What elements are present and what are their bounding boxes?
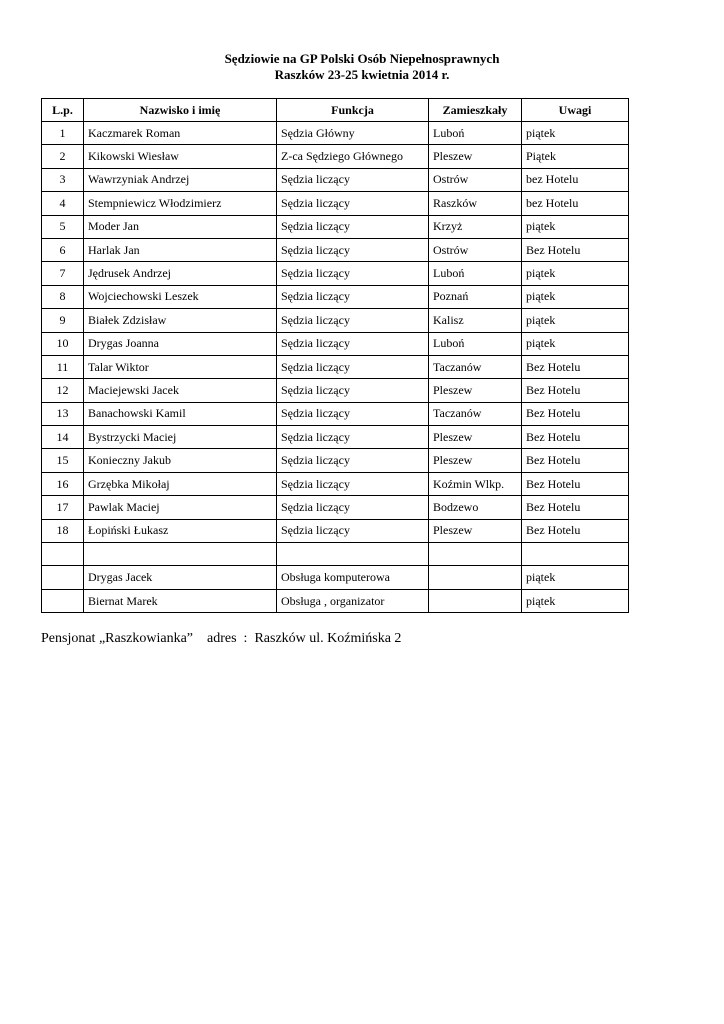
cell-function: Sędzia liczący <box>277 168 429 191</box>
cell-name: Banachowski Kamil <box>84 402 277 425</box>
table-row <box>42 285 629 308</box>
cell-lp: 10 <box>42 332 84 355</box>
cell-city <box>429 589 522 612</box>
cell-lp <box>42 543 84 566</box>
cell-function: Obsługa komputerowa <box>277 566 429 589</box>
cell-name: Maciejewski Jacek <box>84 379 277 402</box>
cell-lp <box>42 589 84 612</box>
cell-lp: 2 <box>42 145 84 168</box>
cell-lp <box>42 566 84 589</box>
cell-city: Taczanów <box>429 355 522 378</box>
cell-lp: 7 <box>42 262 84 285</box>
cell-function: Sędzia liczący <box>277 449 429 472</box>
cell-notes: bez Hotelu <box>522 192 629 215</box>
table-row <box>42 519 629 542</box>
table-row <box>42 589 629 612</box>
cell-function: Sędzia liczący <box>277 519 429 542</box>
cell-notes: piątek <box>522 215 629 238</box>
cell-notes: piątek <box>522 309 629 332</box>
cell-notes: piątek <box>522 332 629 355</box>
cell-lp: 11 <box>42 355 84 378</box>
table-row <box>42 145 629 168</box>
cell-name: Moder Jan <box>84 215 277 238</box>
table-row <box>42 566 629 589</box>
column-header-city: Zamieszkały <box>429 99 522 122</box>
cell-notes: piątek <box>522 566 629 589</box>
table-row <box>42 262 629 285</box>
cell-notes: piątek <box>522 262 629 285</box>
cell-name: Grzębka Mikołaj <box>84 472 277 495</box>
cell-name: Wawrzyniak Andrzej <box>84 168 277 191</box>
cell-name: Biernat Marek <box>84 589 277 612</box>
cell-notes <box>522 543 629 566</box>
cell-name: Drygas Jacek <box>84 566 277 589</box>
cell-city: Pleszew <box>429 426 522 449</box>
table-header-row <box>42 99 629 122</box>
cell-function: Sędzia liczący <box>277 192 429 215</box>
column-header-lp: L.p. <box>42 99 84 122</box>
cell-function: Sędzia liczący <box>277 215 429 238</box>
table-row <box>42 543 629 566</box>
cell-lp: 13 <box>42 402 84 425</box>
cell-notes: Bez Hotelu <box>522 426 629 449</box>
cell-function: Sędzia liczący <box>277 402 429 425</box>
cell-name: Kaczmarek Roman <box>84 122 277 145</box>
cell-name: Stempniewicz Włodzimierz <box>84 192 277 215</box>
cell-function: Sędzia liczący <box>277 309 429 332</box>
cell-name: Pawlak Maciej <box>84 496 277 519</box>
cell-lp: 14 <box>42 426 84 449</box>
cell-city: Krzyż <box>429 215 522 238</box>
cell-function: Sędzia Główny <box>277 122 429 145</box>
table-row <box>42 402 629 425</box>
cell-function: Sędzia liczący <box>277 496 429 519</box>
cell-notes: Bez Hotelu <box>522 519 629 542</box>
table-row <box>42 332 629 355</box>
cell-function: Sędzia liczący <box>277 332 429 355</box>
cell-notes: Bez Hotelu <box>522 402 629 425</box>
cell-notes: Bez Hotelu <box>522 472 629 495</box>
cell-function: Obsługa , organizator <box>277 589 429 612</box>
cell-lp: 8 <box>42 285 84 308</box>
table-row <box>42 449 629 472</box>
table-row <box>42 168 629 191</box>
cell-city: Bodzewo <box>429 496 522 519</box>
cell-notes: Bez Hotelu <box>522 355 629 378</box>
cell-city <box>429 543 522 566</box>
table-row <box>42 309 629 332</box>
table-row <box>42 355 629 378</box>
cell-city: Raszków <box>429 192 522 215</box>
cell-name: Białek Zdzisław <box>84 309 277 332</box>
cell-notes: Bez Hotelu <box>522 449 629 472</box>
cell-function <box>277 543 429 566</box>
table-row <box>42 496 629 519</box>
cell-name: Konieczny Jakub <box>84 449 277 472</box>
cell-function: Sędzia liczący <box>277 355 429 378</box>
cell-city: Taczanów <box>429 402 522 425</box>
table-row <box>42 238 629 261</box>
column-header-notes: Uwagi <box>522 99 629 122</box>
cell-city: Poznań <box>429 285 522 308</box>
cell-city: Luboń <box>429 122 522 145</box>
referees-table <box>41 98 629 613</box>
cell-lp: 3 <box>42 168 84 191</box>
cell-function: Z-ca Sędziego Głównego <box>277 145 429 168</box>
cell-city: Ostrów <box>429 168 522 191</box>
cell-notes: piątek <box>522 589 629 612</box>
cell-function: Sędzia liczący <box>277 285 429 308</box>
cell-city: Luboń <box>429 332 522 355</box>
table-row <box>42 192 629 215</box>
cell-lp: 17 <box>42 496 84 519</box>
table-row <box>42 122 629 145</box>
cell-name: Jędrusek Andrzej <box>84 262 277 285</box>
cell-name: Wojciechowski Leszek <box>84 285 277 308</box>
cell-function: Sędzia liczący <box>277 426 429 449</box>
cell-lp: 6 <box>42 238 84 261</box>
table-row <box>42 426 629 449</box>
cell-city <box>429 566 522 589</box>
cell-notes: Bez Hotelu <box>522 496 629 519</box>
cell-lp: 9 <box>42 309 84 332</box>
cell-name: Drygas Joanna <box>84 332 277 355</box>
cell-city: Kalisz <box>429 309 522 332</box>
cell-name: Talar Wiktor <box>84 355 277 378</box>
table-row <box>42 379 629 402</box>
cell-function: Sędzia liczący <box>277 379 429 402</box>
cell-lp: 4 <box>42 192 84 215</box>
cell-name <box>84 543 277 566</box>
table-row <box>42 472 629 495</box>
cell-city: Pleszew <box>429 379 522 402</box>
cell-name: Bystrzycki Maciej <box>84 426 277 449</box>
document-title-line1: Sędziowie na GP Polski Osób Niepełnosprawnych <box>224 51 500 66</box>
cell-function: Sędzia liczący <box>277 262 429 285</box>
cell-notes: Bez Hotelu <box>522 379 629 402</box>
cell-notes: Piątek <box>522 145 629 168</box>
document-title-line2: Raszków 23-25 kwietnia 2014 r. <box>274 67 450 82</box>
cell-city: Koźmin Wlkp. <box>429 472 522 495</box>
cell-lp: 18 <box>42 519 84 542</box>
column-header-function: Funkcja <box>277 99 429 122</box>
column-header-name: Nazwisko i imię <box>84 99 277 122</box>
table-body <box>42 122 629 613</box>
cell-notes: piątek <box>522 285 629 308</box>
cell-name: Harlak Jan <box>84 238 277 261</box>
cell-lp: 1 <box>42 122 84 145</box>
cell-city: Pleszew <box>429 519 522 542</box>
cell-function: Sędzia liczący <box>277 238 429 261</box>
cell-name: Łopiński Łukasz <box>84 519 277 542</box>
cell-city: Pleszew <box>429 449 522 472</box>
cell-lp: 5 <box>42 215 84 238</box>
cell-name: Kikowski Wiesław <box>84 145 277 168</box>
cell-lp: 15 <box>42 449 84 472</box>
table-row <box>42 215 629 238</box>
cell-city: Pleszew <box>429 145 522 168</box>
cell-city: Ostrów <box>429 238 522 261</box>
cell-notes: Bez Hotelu <box>522 238 629 261</box>
cell-notes: piątek <box>522 122 629 145</box>
cell-function: Sędzia liczący <box>277 472 429 495</box>
cell-lp: 12 <box>42 379 84 402</box>
cell-lp: 16 <box>42 472 84 495</box>
cell-city: Luboń <box>429 262 522 285</box>
cell-notes: bez Hotelu <box>522 168 629 191</box>
footer-address: Pensjonat „Raszkowianka” adres : Raszków ul. Koźmińska 2 <box>41 631 402 646</box>
